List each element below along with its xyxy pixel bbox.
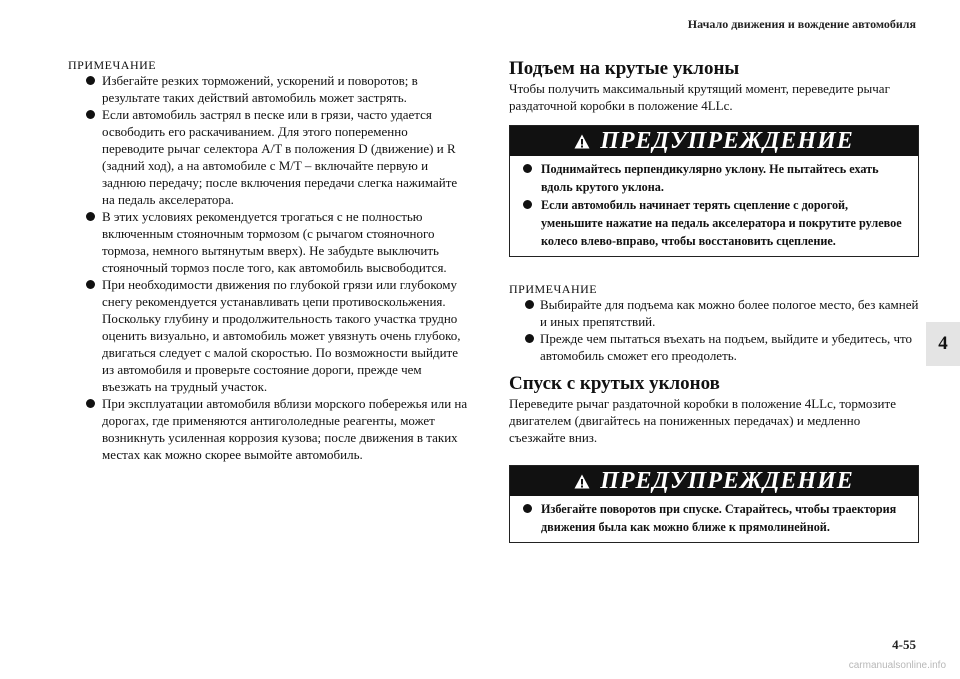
note-list: [68, 72, 473, 463]
bullet-icon: [523, 504, 532, 513]
right-column: [509, 58, 919, 543]
running-header: Начало движения и вождение автомобиля: [687, 17, 916, 31]
watermark: carmanualsonline.info: [848, 660, 946, 671]
warning-item: Поднимайтесь перпендикулярно уклону. Не пытайтесь ехать вдоль крутого уклона.: [510, 160, 910, 196]
warning-header: [510, 466, 918, 496]
note-item: При необходимости движения по глубокой грязи или глубокому снегу рекомендуется устанавливать цепи противоскольжения. Поскольку глубину и продолжительность такого участка трудно оценить визуально, и автомобиль может увязнуть очень глубоко, двигаться следует с малой скоростью. По возможности выйдите из автомобиля и проверьте состояние дороги, прежде чем въезжать на трудный участок.: [68, 276, 473, 395]
warning-box: [509, 125, 919, 257]
bullet-icon: [86, 76, 95, 85]
warning-box: [509, 465, 919, 543]
note-list: [509, 296, 919, 364]
note-item: Избегайте резких торможений, ускорений и поворотов; в результате таких действий автомобиль может застрять.: [68, 72, 473, 106]
chapter-tab: 4: [926, 322, 960, 366]
bullet-icon: [525, 334, 534, 343]
warning-title: ПРЕДУПРЕЖДЕНИЕ: [600, 467, 854, 494]
warning-body: [510, 496, 918, 542]
warning-item: Если автомобиль начинает терять сцепление с дорогой, уменьшите нажатие на педаль акселератора и покрутите рулевое колесо влево-вправо, чтобы восстановить сцепление.: [510, 196, 910, 250]
note-title: ПРИМЕЧАНИЕ: [509, 282, 598, 296]
section-title-downhill: Спуск с крутых уклонов: [509, 373, 720, 394]
bullet-icon: [523, 200, 532, 209]
bullet-icon: [523, 164, 532, 173]
bullet-icon: [86, 110, 95, 119]
left-column: [68, 58, 473, 463]
section-title-uphill: Подъем на крутые уклоны: [509, 58, 740, 79]
note-item: При эксплуатации автомобиля вблизи морского побережья или на дорогах, где применяются антигололедные реагенты, может возникнуть усиленная коррозия кузова; после движения в таких местах как можно скорее вымойте автомобиль.: [68, 395, 473, 463]
warning-triangle-icon: [574, 474, 590, 489]
page-number: 4-55: [892, 637, 916, 652]
warning-triangle-icon: [574, 134, 590, 149]
section-text-uphill: Чтобы получить максимальный крутящий момент, переведите рычаг раздаточной коробки в положение 4LLc.: [509, 81, 890, 113]
bullet-icon: [86, 212, 95, 221]
bullet-icon: [525, 300, 534, 309]
warning-title: ПРЕДУПРЕЖДЕНИЕ: [600, 127, 854, 154]
bullet-icon: [86, 399, 95, 408]
bullet-icon: [86, 280, 95, 289]
note-title: ПРИМЕЧАНИЕ: [68, 58, 157, 72]
section-text-downhill: Переведите рычаг раздаточной коробки в положение 4LLc, тормозите двигателем (двигайтесь на пониженных передачах) и медленно съезжайте вниз.: [509, 396, 896, 445]
note-item: Если автомобиль застрял в песке или в грязи, часто удается освободить его раскачиванием. Для этого попеременно переводите рычаг селектора A/T в положения D (движение) и R (задний ход), а на автомобиле с M/T – включайте первую и заднюю передачу; после включения передачи слегка нажимайте на педаль акселератора.: [68, 106, 473, 208]
warning-header: [510, 126, 918, 156]
warning-item: Избегайте поворотов при спуске. Старайтесь, чтобы траектория движения была как можно ближе к прямолинейной.: [510, 500, 910, 536]
note-item: В этих условиях рекомендуется трогаться с не полностью включенным стояночным тормозом (с рычагом стояночного тормоза, немного вытянутым вверх). Не забудьте выключить стояночный тормоз после того, как автомобиль высвободится.: [68, 208, 473, 276]
note-item: Выбирайте для подъема как можно более пологое место, без камней и иных препятствий.: [509, 296, 919, 330]
warning-body: [510, 156, 918, 256]
note-item: Прежде чем пытаться въехать на подъем, выйдите и убедитесь, что автомобиль сможет его преодолеть.: [509, 330, 919, 364]
